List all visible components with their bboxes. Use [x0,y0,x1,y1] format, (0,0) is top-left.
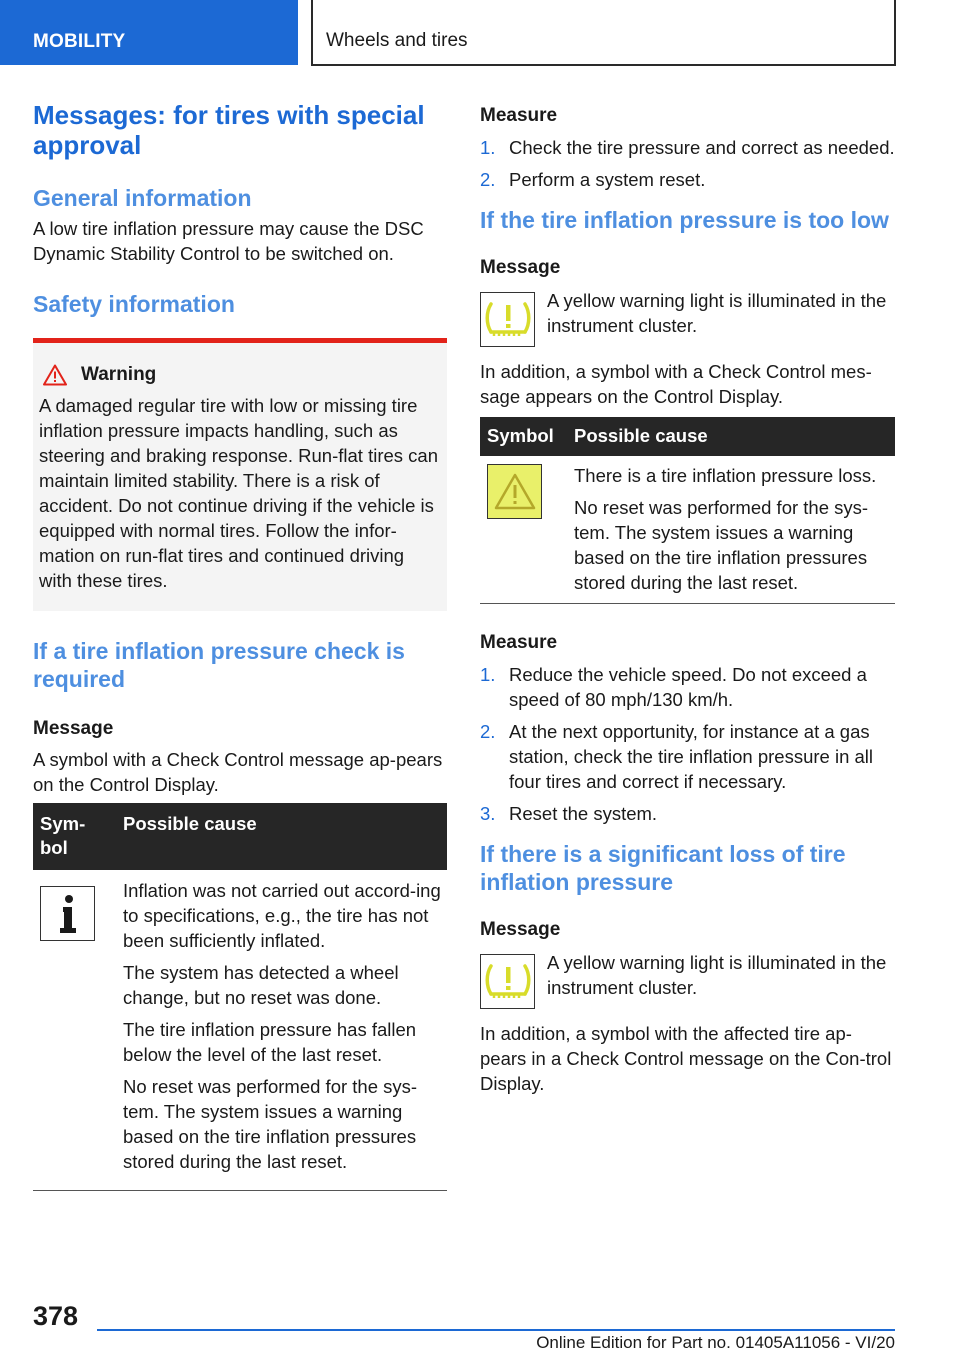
cause-text: No reset was performed for the sys-tem. The system issues a warning based on the tire inflation pressures stored during the last reset. [123,1076,418,1172]
warning-box [33,338,447,611]
footer-edition: Online Edition for Part no. 01405A11056 - VI/20 [536,1333,895,1352]
table-row [480,456,895,604]
warning-light-text: A yellow warning light is illuminated in the instrument cluster. [547,952,887,998]
warning-title-row [39,363,441,387]
cause-text: No reset was performed for the sys-tem. The system issues a warning based on the tire inflation pressures stored during the last reset. [574,497,869,593]
table-header-symbol: Sym-bol [33,803,115,870]
measure-label: Measure [480,105,558,126]
cause-text: Inflation was not carried out accord-ing to specifications, e.g., the tire has not been sufficiently inflated. [123,880,441,951]
loss-heading: If there is a significant loss of tire inflation pressure [480,841,846,895]
general-text: A low tire inflation pressure may cause the DSC Dynamic Stability Control to be switched on. [33,218,424,264]
info-icon [40,886,95,941]
page-title: Messages: for tires with special approval [33,100,425,160]
check-cause-table [33,803,447,1191]
warning-light-text: A yellow warning light is illuminated in the instrument cluster. [547,290,887,336]
warning-title: Warning [81,364,157,385]
table-header-cause: Possible cause [568,417,895,456]
footer-divider [97,1329,895,1331]
warning-triangle-icon [43,364,67,386]
table-row [33,870,447,1191]
tire-pressure-warning-light-icon [480,292,535,347]
general-heading: General information [33,185,252,211]
list-item: 2. Perform a system reset. [480,169,706,190]
table-header-row [33,803,447,870]
low-cause-table [480,417,895,604]
header-section-label: MOBILITY [33,31,126,52]
warning-light-row [480,292,895,347]
measure-list [480,662,895,826]
page-number: 378 [33,1301,79,1331]
header-chapter-box [311,0,896,66]
low-pressure-heading: If the tire inflation pressure is too low [480,207,889,233]
warning-text: A damaged regular tire with low or missing tire inflation pressure impacts handling, such as steering and braking response. Run-flat tires can maintain limited stability. There is a risk of accident. Do not continue driving if the vehicle is equipped with normal tires. Follow the infor-mation on run-flat tires and continued driving with these tires. [39,395,438,591]
list-item: 1. Reduce the vehicle speed. Do not exceed a speed of 80 mph/130 km/h. [480,664,867,710]
table-header-row [480,417,895,456]
measure-label: Measure [480,632,558,653]
table-header-symbol: Symbol [480,417,568,456]
header-chapter-label: Wheels and tires [326,30,468,51]
list-item: 1. Check the tire pressure and correct as needed. [480,137,895,158]
list-item: 2. At the next opportunity, for instance at a gas station, check the tire inflation pressure in all four tires and correct if necessary. [480,721,874,792]
cause-text: The tire inflation pressure has fallen below the level of the last reset. [123,1019,417,1065]
left-column [33,100,447,1191]
addition-text: In addition, a symbol with the affected tire ap-pears in a Check Control message on the Con-trol Display. [480,1023,892,1094]
addition-text: In addition, a symbol with a Check Control mes-sage appears on the Control Display. [480,361,872,407]
message-label: Message [33,718,114,739]
right-column [480,100,895,1096]
warning-light-row [480,954,895,1009]
tire-pressure-warning-light-icon [480,954,535,1009]
yellow-warning-triangle-icon [487,464,542,519]
check-heading: If a tire inflation pressure check is required [33,638,405,692]
cause-text: There is a tire inflation pressure loss. [574,465,877,486]
list-item: 3. Reset the system. [480,803,658,824]
header-section-tab [0,0,298,65]
safety-heading: Safety information [33,291,235,317]
message-label: Message [480,257,561,278]
cause-text: The system has detected a wheel change, but no reset was done. [123,962,399,1008]
table-header-cause: Possible cause [115,803,447,870]
message-text: A symbol with a Check Control message ap-pears on the Control Display. [33,749,443,795]
message-label: Message [480,919,561,940]
measure-list [480,135,895,192]
